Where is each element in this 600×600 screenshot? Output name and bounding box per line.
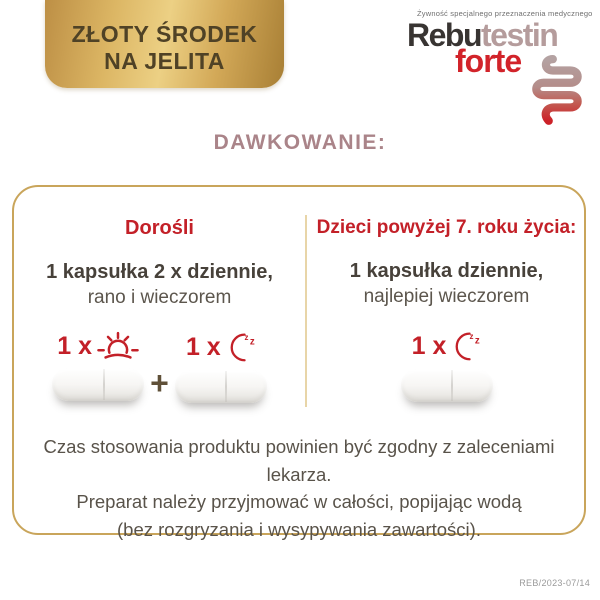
evening-dose-label bbox=[186, 331, 256, 363]
children-dose-normal: najlepiej wieczorem bbox=[363, 286, 530, 307]
children-dose-visual bbox=[307, 330, 586, 402]
children-dose-bold: 1 kapsułka dziennie, bbox=[349, 260, 544, 282]
children-column bbox=[307, 187, 586, 402]
banner-line2: NA JELITA bbox=[104, 48, 225, 74]
plus-sign: + bbox=[150, 365, 169, 401]
svg-text:z: z bbox=[469, 331, 474, 341]
evening-dose-unit bbox=[175, 331, 267, 403]
morning-dose-count: 1 x bbox=[57, 332, 93, 360]
footer-reference-code: REB/2023-07/14 bbox=[519, 578, 590, 588]
adults-title: Dorośli bbox=[125, 217, 194, 239]
brand-variant: forte bbox=[455, 43, 522, 79]
svg-text:z: z bbox=[475, 335, 481, 347]
svg-text:z: z bbox=[249, 336, 255, 348]
children-evening-dose-unit bbox=[401, 330, 493, 402]
banner-line1: ZŁOTY ŚRODEK bbox=[71, 21, 258, 47]
moon-sleep-icon bbox=[226, 331, 256, 363]
usage-note bbox=[14, 433, 584, 543]
brand-name-part2: testin bbox=[481, 17, 558, 53]
adults-column bbox=[14, 187, 305, 403]
capsule-icon bbox=[52, 368, 144, 401]
intestine-icon bbox=[523, 53, 593, 129]
brand-logo bbox=[407, 9, 597, 79]
brand-name-part1: Rebu bbox=[407, 17, 481, 53]
adults-dose-normal: rano i wieczorem bbox=[87, 287, 232, 308]
capsule-icon bbox=[175, 370, 267, 403]
children-evening-dose-label bbox=[412, 330, 482, 362]
dosage-heading: DAWKOWANIE: bbox=[213, 131, 387, 154]
children-title: Dzieci powyżej 7. roku życia: bbox=[316, 217, 577, 238]
evening-dose-count: 1 x bbox=[185, 333, 221, 361]
adults-dose-visual bbox=[14, 331, 305, 403]
usage-note-line1: Czas stosowania produktu powinien być zgodny z zaleceniami lekarza. bbox=[43, 436, 555, 485]
usage-note-line2: Preparat należy przyjmować w całości, popijając wodą bbox=[76, 491, 522, 512]
gold-banner bbox=[45, 0, 284, 88]
adults-dose-bold: 1 kapsułka 2 x dziennie, bbox=[46, 261, 273, 283]
usage-note-line3: (bez rozgryzania i wysypywania zawartości). bbox=[117, 518, 481, 540]
moon-sleep-icon bbox=[451, 330, 481, 362]
sunrise-icon bbox=[97, 331, 139, 361]
children-evening-dose-count: 1 x bbox=[411, 332, 447, 360]
dosage-box bbox=[12, 185, 586, 540]
morning-dose-label bbox=[57, 331, 139, 361]
capsule-icon bbox=[401, 369, 493, 402]
svg-text:z: z bbox=[244, 332, 249, 342]
logo-tagline: Żywność specjalnego przeznaczenia medycznego bbox=[417, 9, 593, 18]
morning-dose-unit bbox=[52, 331, 144, 401]
